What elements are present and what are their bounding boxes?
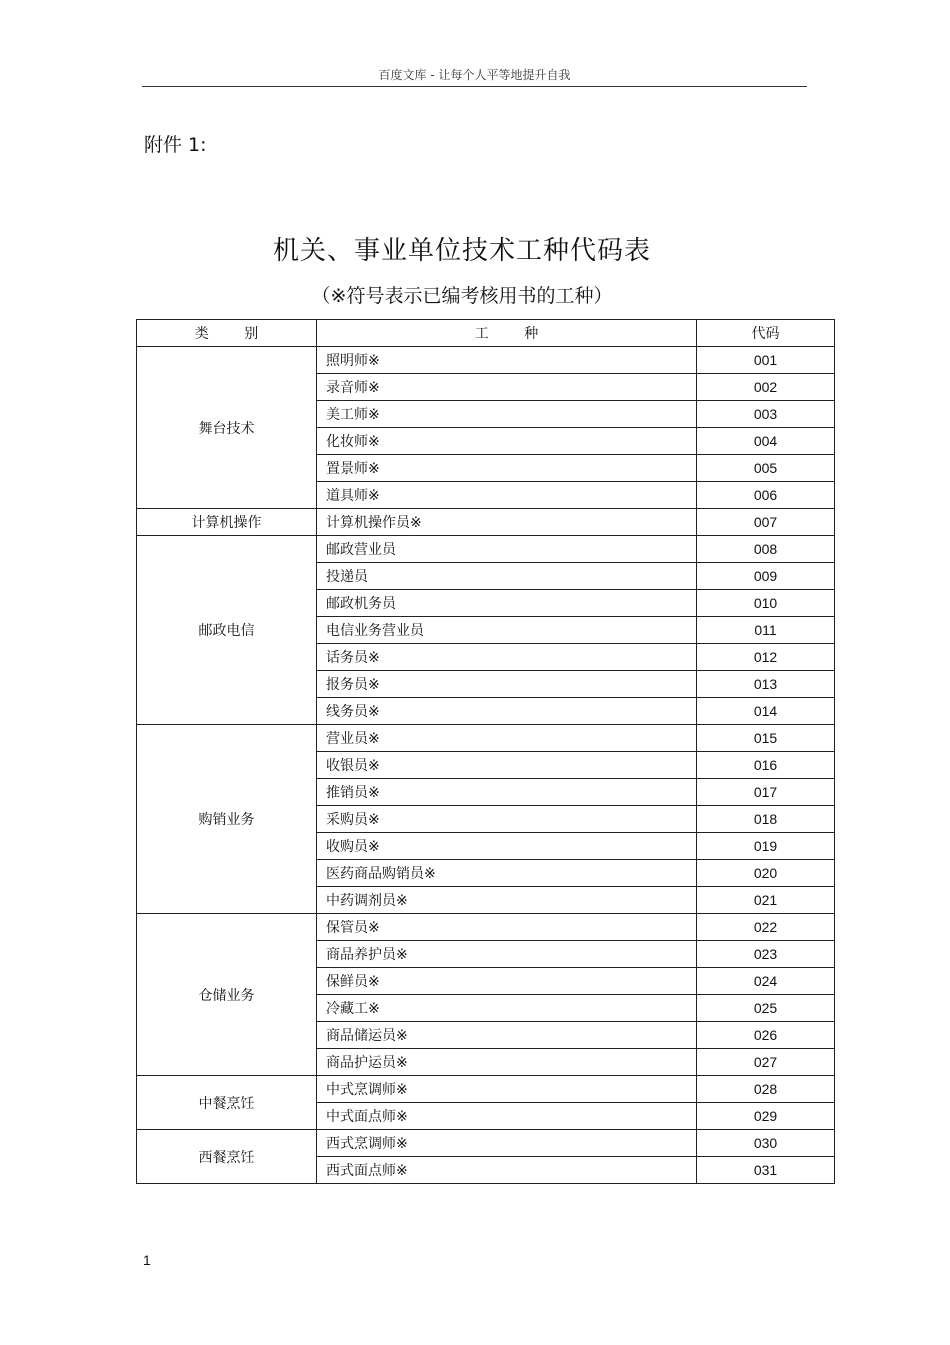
job-cell: 录音师※: [317, 374, 697, 401]
code-cell: 008: [697, 536, 835, 563]
job-cell: 线务员※: [317, 698, 697, 725]
header-job: 工 种: [317, 320, 697, 347]
code-cell: 024: [697, 968, 835, 995]
code-cell: 026: [697, 1022, 835, 1049]
code-cell: 014: [697, 698, 835, 725]
code-cell: 022: [697, 914, 835, 941]
category-cell: 邮政电信: [137, 536, 317, 725]
job-cell: 计算机操作员※: [317, 509, 697, 536]
table-header-row: [137, 320, 835, 347]
code-cell: 017: [697, 779, 835, 806]
code-cell: 029: [697, 1103, 835, 1130]
job-cell: 照明师※: [317, 347, 697, 374]
job-cell: 道具师※: [317, 482, 697, 509]
code-cell: 001: [697, 347, 835, 374]
job-cell: 邮政营业员: [317, 536, 697, 563]
code-cell: 027: [697, 1049, 835, 1076]
job-cell: 投递员: [317, 563, 697, 590]
category-cell: 舞台技术: [137, 347, 317, 509]
code-cell: 006: [697, 482, 835, 509]
table-row: [137, 1076, 835, 1103]
job-cell: 化妆师※: [317, 428, 697, 455]
job-cell: 商品储运员※: [317, 1022, 697, 1049]
job-cell: 美工师※: [317, 401, 697, 428]
category-cell: 西餐烹饪: [137, 1130, 317, 1184]
code-cell: 020: [697, 860, 835, 887]
job-cell: 中式烹调师※: [317, 1076, 697, 1103]
header-divider: [142, 86, 807, 87]
job-cell: 收购员※: [317, 833, 697, 860]
job-cell: 商品护运员※: [317, 1049, 697, 1076]
job-cell: 采购员※: [317, 806, 697, 833]
page-header: 百度文库 - 让每个人平等地提升自我: [378, 68, 571, 82]
attachment-label: 附件 1:: [144, 134, 207, 156]
code-cell: 019: [697, 833, 835, 860]
code-cell: 030: [697, 1130, 835, 1157]
job-cell: 话务员※: [317, 644, 697, 671]
code-cell: 028: [697, 1076, 835, 1103]
code-cell: 005: [697, 455, 835, 482]
code-cell: 023: [697, 941, 835, 968]
job-cell: 医药商品购销员※: [317, 860, 697, 887]
code-cell: 003: [697, 401, 835, 428]
table-row: [137, 725, 835, 752]
table-row: [137, 536, 835, 563]
code-cell: 002: [697, 374, 835, 401]
job-cell: 中药调剂员※: [317, 887, 697, 914]
code-cell: 025: [697, 995, 835, 1022]
job-cell: 邮政机务员: [317, 590, 697, 617]
job-cell: 冷藏工※: [317, 995, 697, 1022]
code-cell: 021: [697, 887, 835, 914]
code-cell: 015: [697, 725, 835, 752]
job-cell: 营业员※: [317, 725, 697, 752]
code-cell: 010: [697, 590, 835, 617]
table-row: [137, 347, 835, 374]
job-cell: 推销员※: [317, 779, 697, 806]
code-cell: 012: [697, 644, 835, 671]
job-cell: 报务员※: [317, 671, 697, 698]
category-cell: 购销业务: [137, 725, 317, 914]
category-cell: 计算机操作: [137, 509, 317, 536]
table-body: [137, 347, 835, 1184]
code-cell: 011: [697, 617, 835, 644]
category-cell: 仓储业务: [137, 914, 317, 1076]
page-number: 1: [143, 1252, 151, 1268]
code-cell: 031: [697, 1157, 835, 1184]
job-cell: 收银员※: [317, 752, 697, 779]
code-cell: 007: [697, 509, 835, 536]
job-cell: 电信业务营业员: [317, 617, 697, 644]
job-cell: 保鲜员※: [317, 968, 697, 995]
table-row: [137, 1130, 835, 1157]
code-cell: 009: [697, 563, 835, 590]
job-code-table: [136, 319, 835, 1184]
job-cell: 西式面点师※: [317, 1157, 697, 1184]
job-cell: 中式面点师※: [317, 1103, 697, 1130]
document-subtitle: （※符号表示已编考核用书的工种）: [311, 285, 613, 307]
document-title: 机关、事业单位技术工种代码表: [272, 236, 651, 266]
table-row: [137, 509, 835, 536]
code-cell: 004: [697, 428, 835, 455]
job-cell: 保管员※: [317, 914, 697, 941]
code-cell: 018: [697, 806, 835, 833]
job-cell: 置景师※: [317, 455, 697, 482]
job-cell: 商品养护员※: [317, 941, 697, 968]
header-category: 类 别: [137, 320, 317, 347]
category-cell: 中餐烹饪: [137, 1076, 317, 1130]
table-row: [137, 914, 835, 941]
code-cell: 013: [697, 671, 835, 698]
header-code: 代码: [697, 320, 835, 347]
code-cell: 016: [697, 752, 835, 779]
job-cell: 西式烹调师※: [317, 1130, 697, 1157]
